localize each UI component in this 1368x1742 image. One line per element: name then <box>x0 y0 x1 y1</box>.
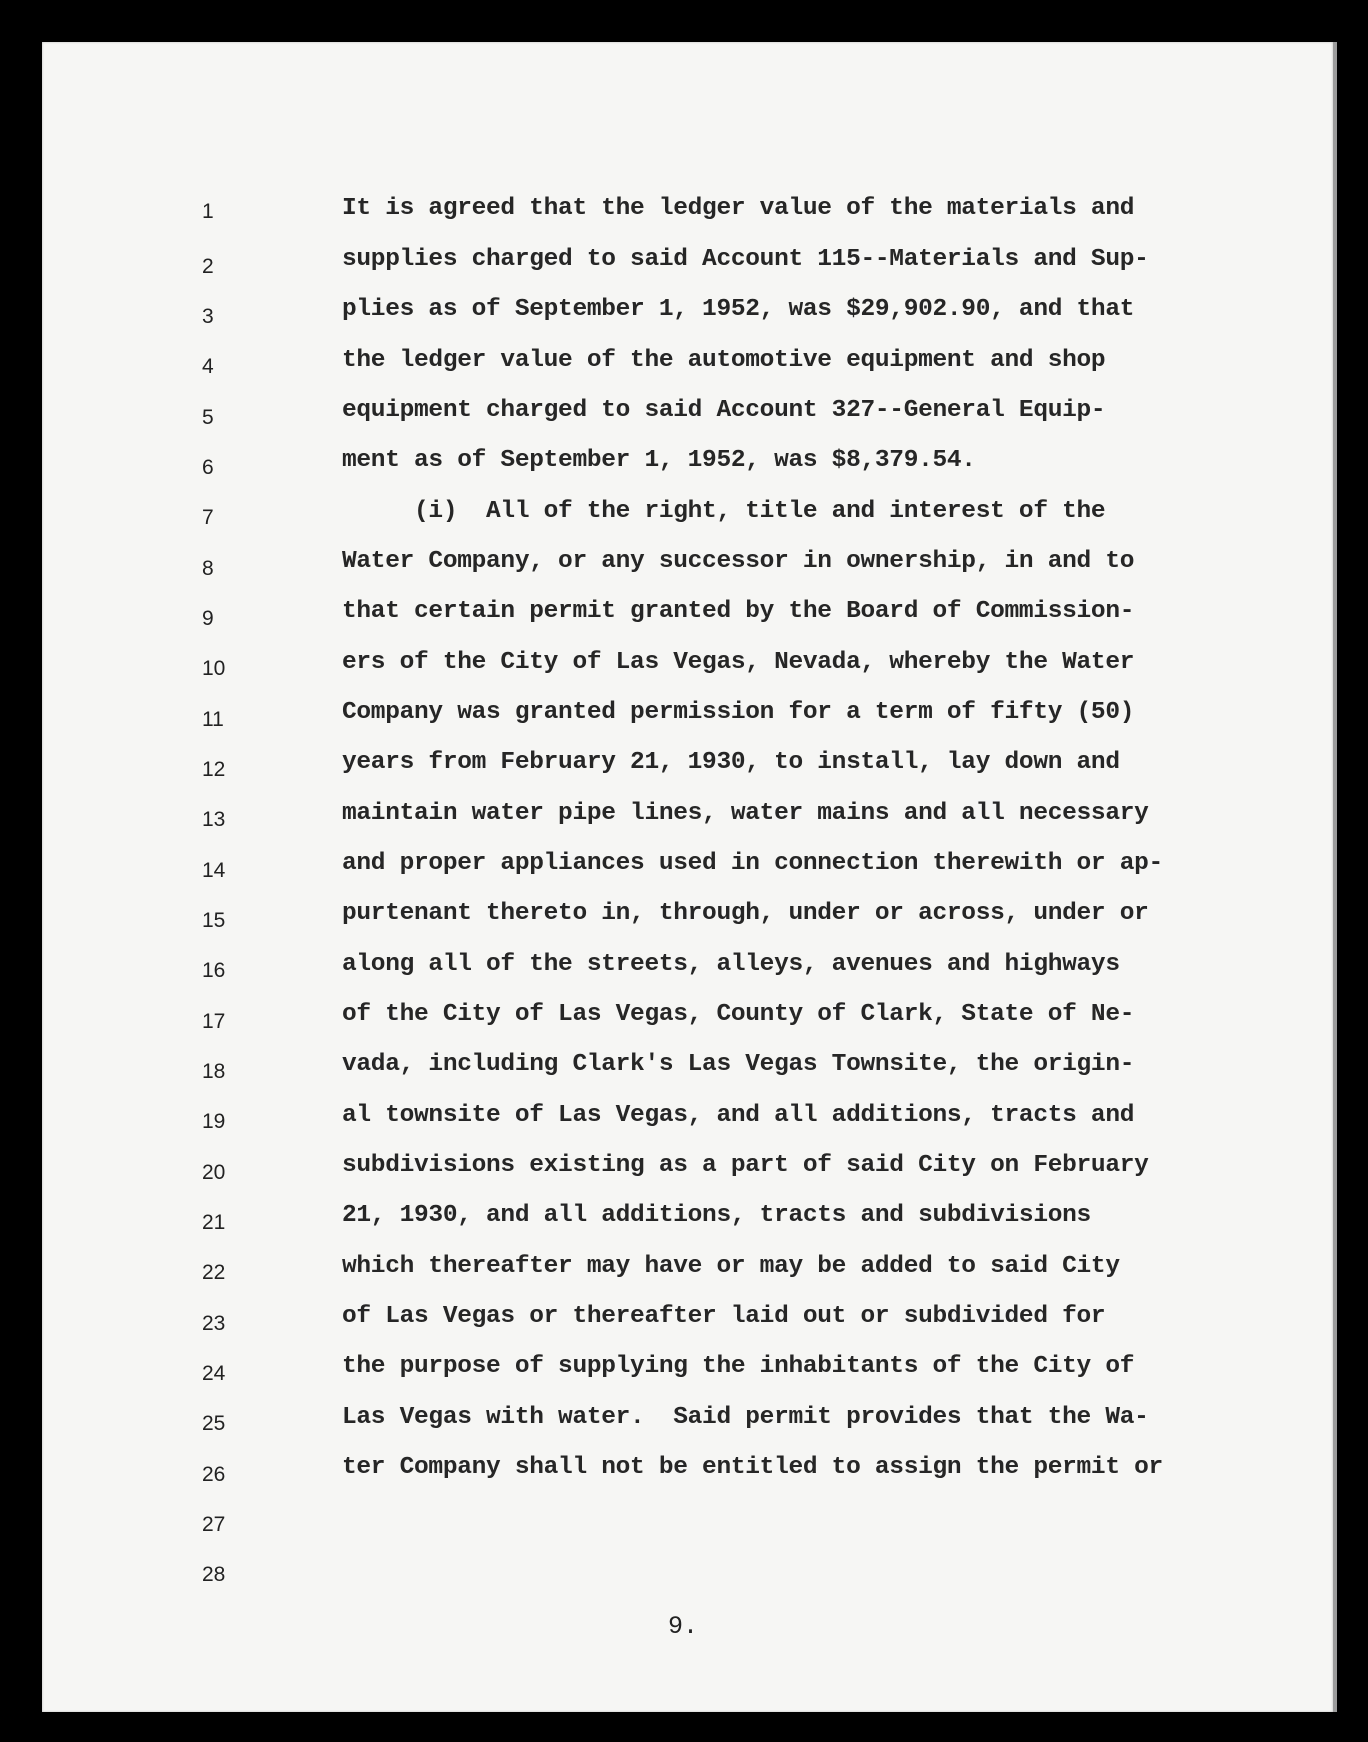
line-number: 2 <box>202 255 214 278</box>
page-edge <box>1333 42 1337 1712</box>
line-number: 11 <box>202 708 224 731</box>
line-number: 10 <box>202 657 226 680</box>
line-number: 6 <box>202 456 214 479</box>
line-number: 16 <box>202 959 226 982</box>
text-line: that certain permit granted by the Board of Commission- <box>342 598 1135 625</box>
text-line: (i) All of the right, title and interest of the <box>342 498 1106 525</box>
line-number: 12 <box>202 758 226 781</box>
text-line: Las Vegas with water. Said permit provides that the Wa- <box>342 1404 1149 1431</box>
line-number: 26 <box>202 1463 226 1486</box>
line-number: 1 <box>202 200 214 223</box>
text-line: Water Company, or any successor in ownership, in and to <box>342 548 1135 575</box>
text-line: ers of the City of Las Vegas, Nevada, whereby the Water <box>342 649 1135 676</box>
text-line: vada, including Clark's Las Vegas Townsite, the origin- <box>342 1051 1135 1078</box>
line-number: 22 <box>202 1261 226 1284</box>
text-line: along all of the streets, alleys, avenues and highways <box>342 951 1120 978</box>
text-line: which thereafter may have or may be added to said City <box>342 1253 1120 1280</box>
text-line: ment as of September 1, 1952, was $8,379.54. <box>342 447 976 474</box>
text-line: al townsite of Las Vegas, and all additions, tracts and <box>342 1102 1135 1129</box>
line-number: 7 <box>202 506 214 529</box>
text-line: the purpose of supplying the inhabitants of the City of <box>342 1353 1135 1380</box>
text-line: maintain water pipe lines, water mains and all necessary <box>342 800 1149 827</box>
line-number: 13 <box>202 808 226 831</box>
line-number: 3 <box>202 305 214 328</box>
line-number: 9 <box>202 607 214 630</box>
text-line: supplies charged to said Account 115--Materials and Sup- <box>342 246 1149 273</box>
line-number: 23 <box>202 1312 226 1335</box>
line-number: 28 <box>202 1563 226 1586</box>
line-number: 8 <box>202 557 214 580</box>
text-line: 21, 1930, and all additions, tracts and subdivisions <box>342 1202 1091 1229</box>
line-number: 21 <box>202 1211 226 1234</box>
text-line: years from February 21, 1930, to install, lay down and <box>342 749 1120 776</box>
line-number: 19 <box>202 1110 226 1133</box>
text-line: purtenant thereto in, through, under or across, under or <box>342 900 1149 927</box>
page-number: 9. <box>668 1612 699 1641</box>
text-line: of Las Vegas or thereafter laid out or subdivided for <box>342 1303 1106 1330</box>
text-line: subdivisions existing as a part of said City on February <box>342 1152 1149 1179</box>
line-number: 17 <box>202 1010 226 1033</box>
line-number: 24 <box>202 1362 226 1385</box>
text-line: of the City of Las Vegas, County of Clark, State of Ne- <box>342 1001 1135 1028</box>
text-line: ter Company shall not be entitled to assign the permit or <box>342 1454 1163 1481</box>
line-number: 27 <box>202 1513 226 1536</box>
line-number: 25 <box>202 1412 226 1435</box>
text-line: plies as of September 1, 1952, was $29,902.90, and that <box>342 296 1135 323</box>
line-number: 15 <box>202 909 226 932</box>
text-line: and proper appliances used in connection therewith or ap- <box>342 850 1163 877</box>
line-number: 18 <box>202 1060 226 1083</box>
text-line: equipment charged to said Account 327--General Equip- <box>342 397 1106 424</box>
text-line: the ledger value of the automotive equipment and shop <box>342 347 1106 374</box>
line-number: 14 <box>202 859 226 882</box>
text-line: Company was granted permission for a term of fifty (50) <box>342 699 1135 726</box>
line-number: 5 <box>202 406 214 429</box>
text-line: It is agreed that the ledger value of the materials and <box>342 195 1135 222</box>
line-number: 20 <box>202 1161 226 1184</box>
line-number: 4 <box>202 355 214 378</box>
